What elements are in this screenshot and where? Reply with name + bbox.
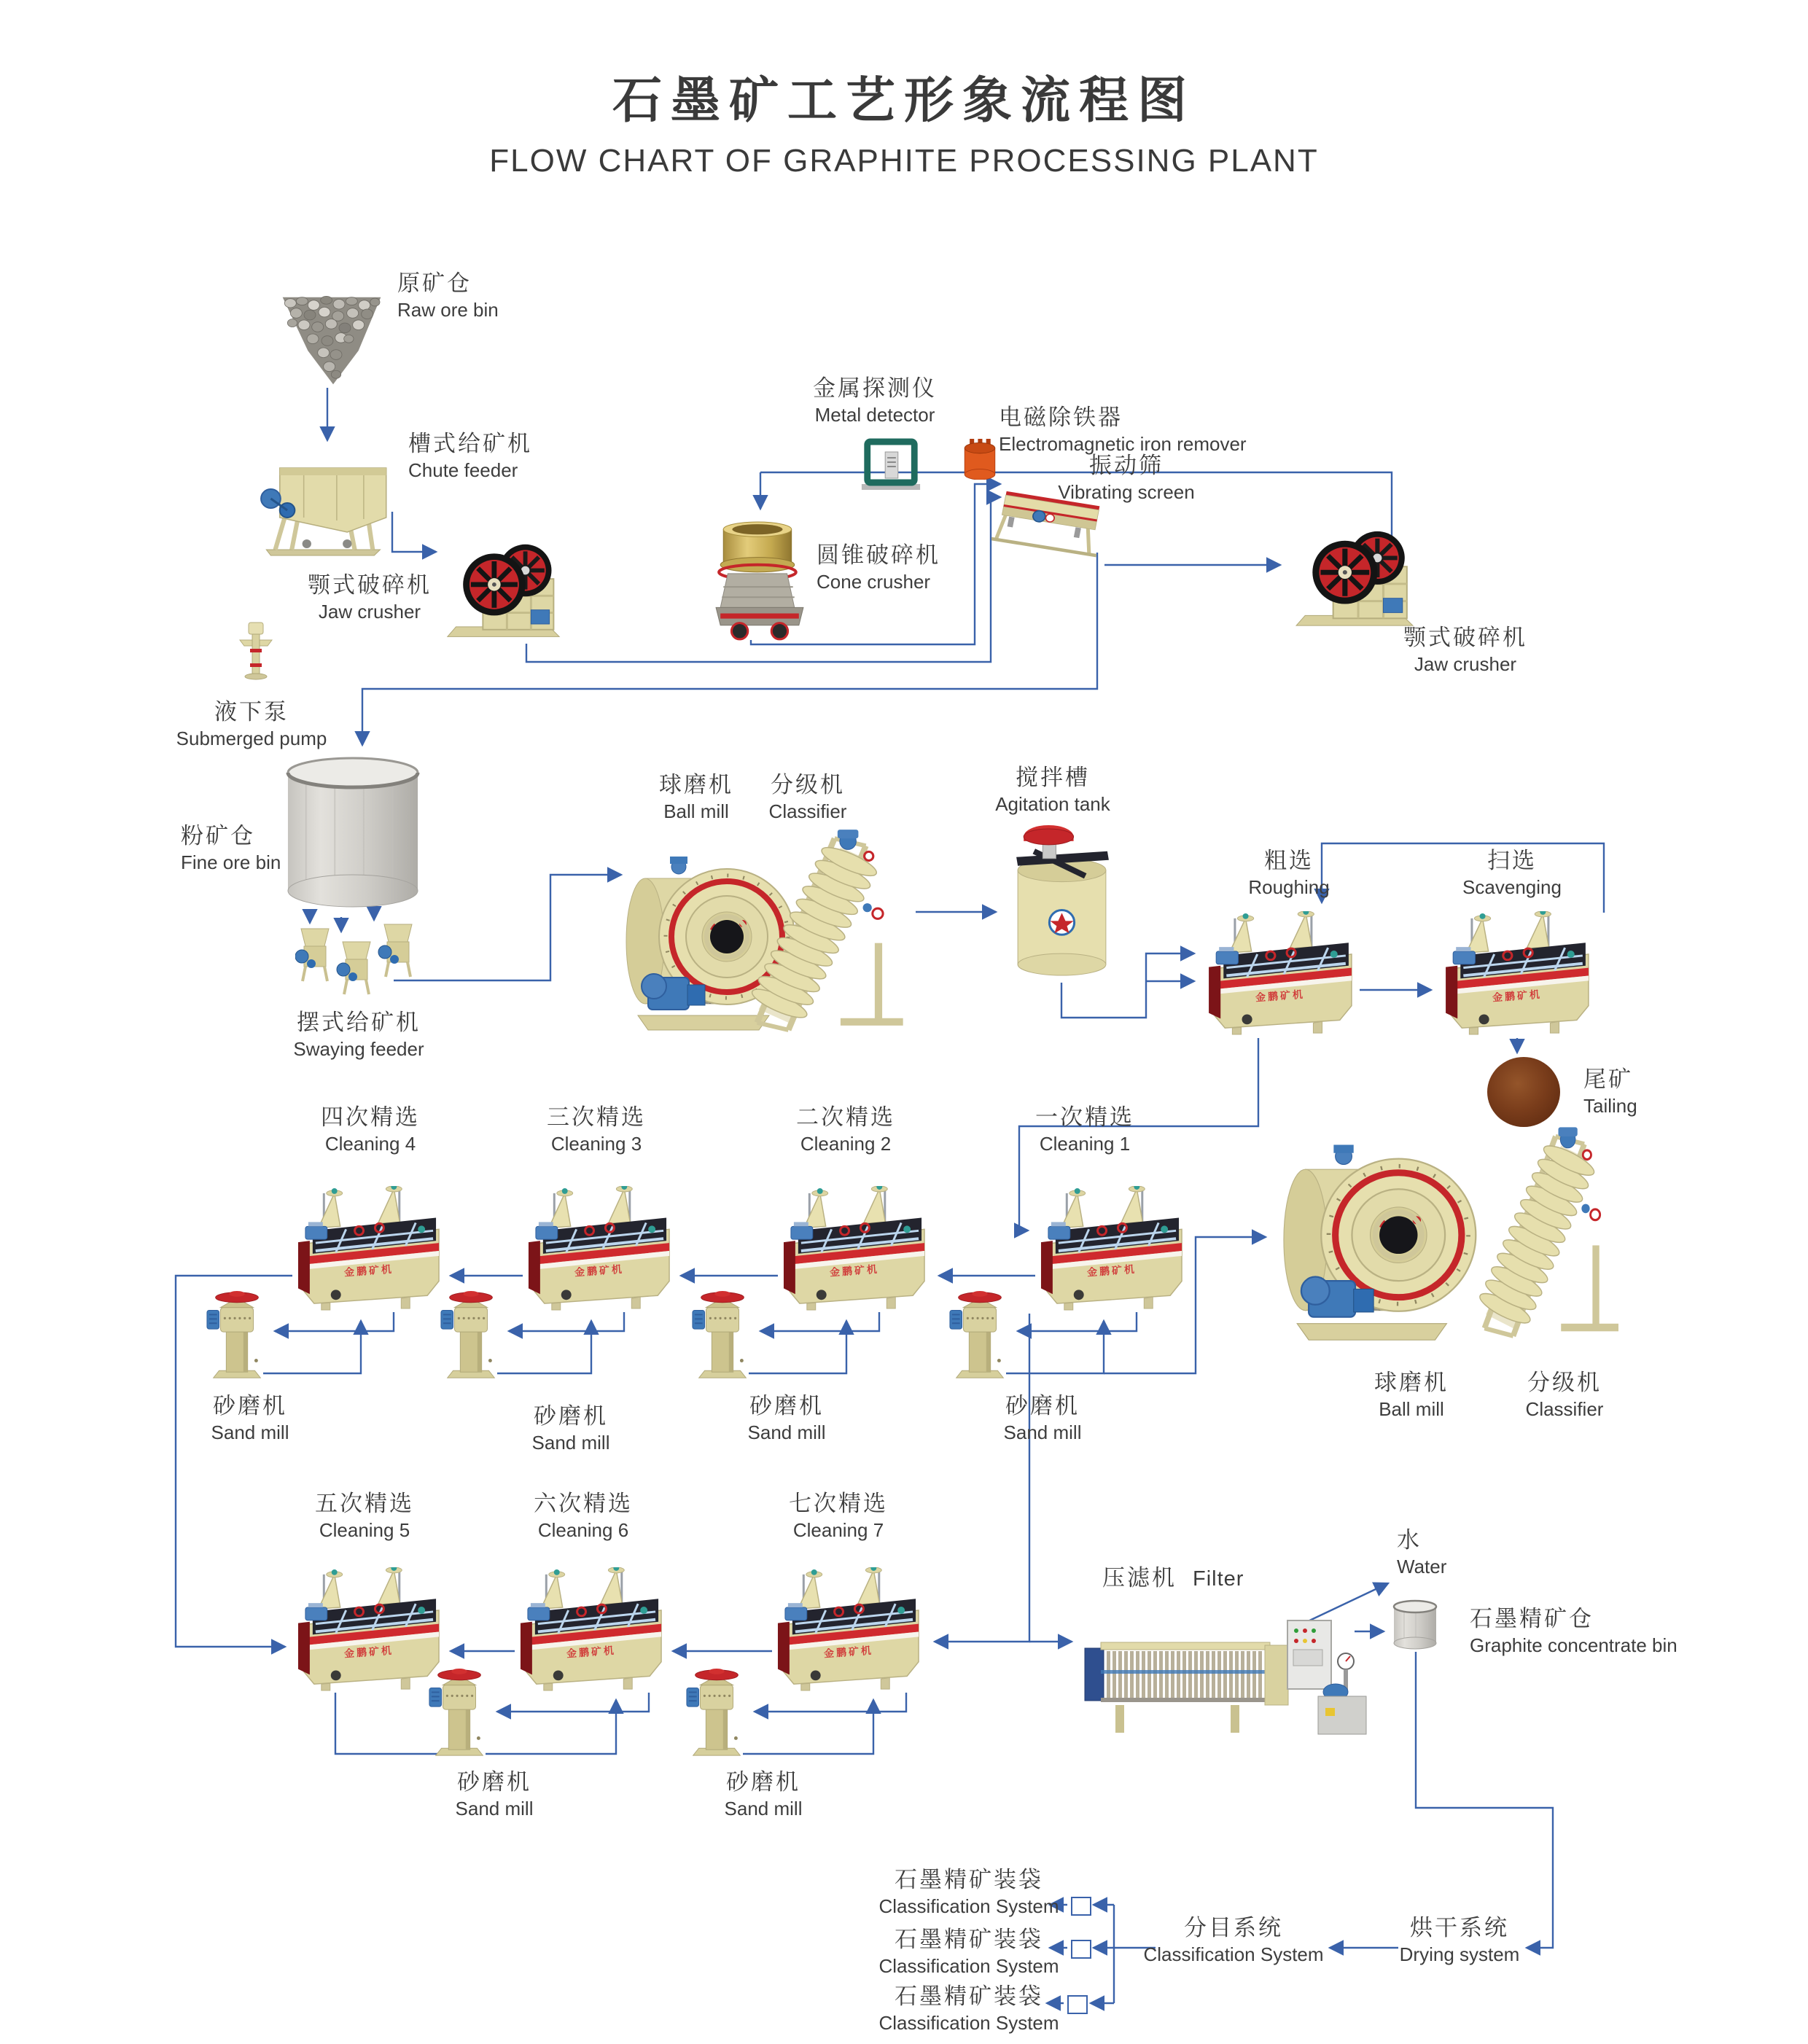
label-sand-mill-2: 砂磨机 Sand mill (531, 1403, 610, 1454)
brand-mark: 金鹏矿机 (1492, 988, 1543, 1003)
label-vibrating-screen: 振动筛 Vibrating screen (1058, 453, 1195, 503)
page-subtitle: FLOW CHART OF GRAPHITE PROCESSING PLANT (489, 143, 1319, 179)
brand-mark: 金鹏矿机 (823, 1644, 873, 1659)
metal-detector-icon (859, 437, 923, 492)
cleaning-1-cell-icon (1035, 1186, 1188, 1312)
fine-ore-bin-icon (284, 757, 421, 913)
label-agitation-tank: 搅拌槽 Agitation tank (995, 765, 1110, 815)
classifier-1-icon (736, 825, 915, 1035)
brand-mark: 金鹏矿机 (343, 1263, 394, 1279)
label-sand-mill-6: 砂磨机 Sand mill (724, 1769, 803, 1819)
label-sand-mill-5: 砂磨机 Sand mill (455, 1769, 534, 1819)
classifier-2-icon (1465, 1123, 1629, 1341)
label-bagging-3: 石墨精矿装袋 Classification System (878, 1983, 1059, 2034)
sand-mill-2-icon (439, 1289, 503, 1382)
label-raw-ore-bin: 原矿仓 Raw ore bin (397, 270, 499, 321)
cleaning-2-cell-icon (778, 1186, 930, 1312)
label-ball-mill-1: 球磨机 Ball mill (659, 772, 733, 822)
label-cleaning-1: 一次精选 Cleaning 1 (1035, 1104, 1134, 1155)
submerged-pump-icon (237, 621, 275, 681)
filter-press-icon (1079, 1607, 1385, 1742)
chute-feeder-icon (259, 453, 394, 559)
label-water: 水 Water (1397, 1527, 1447, 1577)
label-cleaning-6: 六次精选 Cleaning 6 (534, 1491, 633, 1541)
label-classifier-1: 分级机 Classifier (768, 772, 847, 822)
label-iron-remover: 电磁除铁器 Electromagnetic iron remover (999, 405, 1247, 455)
swaying-feeder-icon (295, 920, 423, 1007)
label-classifier-2: 分级机 Classifier (1525, 1370, 1604, 1420)
label-bagging-1: 石墨精矿装袋 Classification System (878, 1867, 1059, 1917)
label-concentrate-bin: 石墨精矿仓 Graphite concentrate bin (1470, 1606, 1678, 1656)
bagging-box-1 (1071, 1897, 1091, 1916)
raw-ore-pile-icon (281, 295, 383, 386)
cleaning-3-cell-icon (523, 1186, 675, 1312)
label-sand-mill-1: 砂磨机 Sand mill (211, 1393, 289, 1443)
label-cone-crusher: 圆锥破碎机 Cone crusher (817, 542, 940, 593)
tailing-ball-icon (1487, 1057, 1560, 1127)
label-cleaning-3: 三次精选 Cleaning 3 (547, 1104, 646, 1155)
agitation-tank-icon (1005, 819, 1118, 983)
jaw-crusher-left-icon (443, 539, 564, 645)
label-jaw-crusher-left: 颚式破碎机 Jaw crusher (308, 572, 432, 623)
label-jaw-crusher-right: 颚式破碎机 Jaw crusher (1403, 625, 1527, 675)
scavenging-cell-icon (1440, 911, 1594, 1037)
brand-mark: 金鹏矿机 (1255, 988, 1306, 1003)
label-fine-ore-bin: 粉矿仓 Fine ore bin (181, 823, 281, 873)
brand-mark: 金鹏矿机 (574, 1263, 624, 1279)
brand-mark: 金鹏矿机 (829, 1263, 879, 1279)
jaw-crusher-right-icon (1292, 526, 1417, 634)
roughing-cell-icon (1203, 911, 1357, 1037)
label-roughing: 粗选 Roughing (1248, 848, 1330, 898)
label-cleaning-4: 四次精选 Cleaning 4 (321, 1104, 420, 1155)
label-chute-feeder: 槽式给矿机 Chute feeder (408, 431, 532, 481)
cleaning-6-cell-icon (515, 1567, 667, 1693)
bagging-box-2 (1071, 1940, 1091, 1959)
label-cleaning-5: 五次精选 Cleaning 5 (315, 1491, 414, 1541)
concentrate-bin-icon (1391, 1599, 1439, 1652)
label-drying-system: 烘干系统 Drying system (1399, 1915, 1520, 1965)
label-bagging-2: 石墨精矿装袋 Classification System (878, 1927, 1059, 1977)
sand-mill-1-icon (205, 1289, 269, 1382)
brand-mark: 金鹏矿机 (566, 1644, 616, 1659)
label-tailing: 尾矿 Tailing (1583, 1066, 1637, 1117)
bagging-box-3 (1067, 1995, 1088, 2014)
sand-mill-5-icon (427, 1666, 491, 1760)
label-metal-detector: 金属探测仪 Metal detector (813, 375, 937, 426)
ball-mill-2-icon (1272, 1128, 1480, 1346)
sand-mill-4-icon (948, 1289, 1012, 1382)
label-filter: 压滤机 Filter (1102, 1565, 1244, 1591)
label-cleaning-7: 七次精选 Cleaning 7 (789, 1491, 888, 1541)
label-sand-mill-3: 砂磨机 Sand mill (747, 1393, 826, 1443)
brand-mark: 金鹏矿机 (1086, 1263, 1137, 1279)
label-cleaning-2: 二次精选 Cleaning 2 (796, 1104, 895, 1155)
cleaning-4-cell-icon (292, 1186, 445, 1312)
cleaning-5-cell-icon (292, 1567, 445, 1693)
sand-mill-6-icon (685, 1666, 749, 1760)
label-submerged-pump: 液下泵 Submerged pump (176, 699, 327, 749)
label-ball-mill-2: 球磨机 Ball mill (1374, 1370, 1449, 1420)
brand-mark: 金鹏矿机 (343, 1644, 394, 1659)
sand-mill-3-icon (690, 1289, 755, 1382)
cone-crusher-icon (712, 519, 808, 644)
label-scavenging: 扫选 Scavenging (1462, 848, 1562, 898)
page-title: 石墨矿工艺形象流程图 (612, 73, 1196, 128)
label-classification-system: 分目系统 Classification System (1143, 1915, 1324, 1965)
label-swaying-feeder: 摆式给矿机 Swaying feeder (293, 1010, 424, 1060)
cleaning-7-cell-icon (772, 1567, 924, 1693)
label-sand-mill-4: 砂磨机 Sand mill (1003, 1393, 1082, 1443)
